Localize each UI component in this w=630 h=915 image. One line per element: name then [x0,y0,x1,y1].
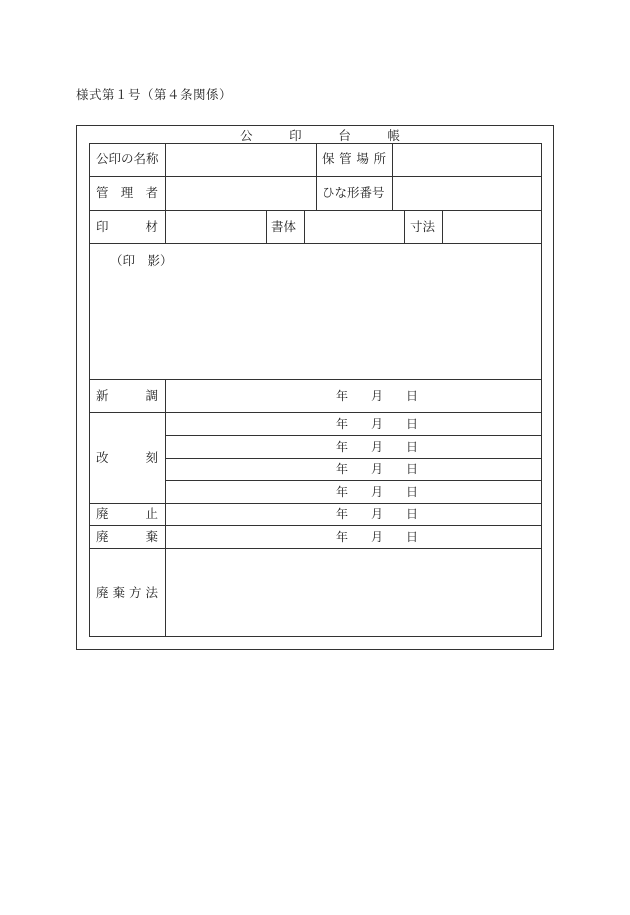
discard-method-label [96,586,158,600]
row-divider [165,435,541,436]
new-date [336,389,418,403]
manager-label-char: 者 [145,185,158,200]
storage-place-label-char: 保 [322,151,335,166]
year-mark: 年 [336,462,349,476]
form-number: 様式第１号（第４条関係） [76,87,233,102]
row-divider [90,412,541,413]
form-title-char: 公 [240,128,253,143]
material-label-char: 印 [96,219,109,234]
material-label [96,220,158,234]
month-mark: 月 [370,440,383,454]
abolish-label-char: 廃 [96,506,109,521]
storage-place-label-char: 所 [373,151,386,166]
abolish-label [96,507,158,521]
day-mark: 日 [405,440,418,454]
seal-name-label: 公印の名称 [96,151,159,166]
row-divider [90,243,541,244]
row-divider [90,379,541,380]
year-mark: 年 [336,440,349,454]
month-mark: 月 [370,507,383,521]
recarve-label-char: 改 [96,450,109,465]
storage-place-label-char: 管 [339,151,352,166]
day-mark: 日 [405,462,418,476]
recarve-date [336,417,418,431]
year-mark: 年 [336,507,349,521]
month-mark: 月 [370,485,383,499]
recarve-date [336,485,418,499]
discard-method-label-char: 棄 [112,585,125,600]
abolish-date [336,507,418,521]
column-divider [392,144,393,210]
discard-method-label-char: 廃 [96,585,109,600]
column-divider [304,210,305,243]
column-divider [404,210,405,243]
model-number-label: ひな形番号 [322,185,385,200]
discard-date [336,530,418,544]
discard-method-label-char: 方 [128,585,142,600]
recarve-label [96,451,158,465]
year-mark: 年 [336,485,349,499]
day-mark: 日 [405,417,418,431]
row-divider [90,525,541,526]
column-divider [165,144,166,243]
new-label-char: 新 [96,388,109,403]
form-title-char: 台 [338,128,351,143]
row-divider [90,210,541,211]
storage-place-label-char: 場 [356,151,369,166]
month-mark: 月 [370,530,383,544]
year-mark: 年 [336,530,349,544]
row-divider [165,458,541,459]
typeface-label: 書体 [271,219,297,234]
column-divider [442,210,443,243]
day-mark: 日 [405,530,418,544]
impression-label: （印 影） [110,253,173,268]
month-mark: 月 [370,462,383,476]
row-divider [90,548,541,549]
abolish-label-char: 止 [145,506,158,521]
discard-label-char: 棄 [145,529,158,544]
discard-label-char: 廃 [96,529,109,544]
row-divider [90,503,541,504]
form-title-char: 印 [289,128,302,143]
discard-method-label-char: 法 [145,585,158,600]
row-divider [165,480,541,481]
manager-label-char: 理 [120,185,134,200]
day-mark: 日 [405,389,418,403]
form-title-char: 帳 [387,128,400,143]
new-label [96,389,158,403]
column-divider [316,144,317,210]
day-mark: 日 [405,507,418,521]
day-mark: 日 [405,485,418,499]
dimensions-label: 寸法 [410,219,436,234]
month-mark: 月 [370,389,383,403]
year-mark: 年 [336,417,349,431]
form-title [240,126,400,144]
new-label-char: 調 [145,388,158,403]
recarve-label-char: 刻 [145,450,158,465]
year-mark: 年 [336,389,349,403]
discard-label [96,530,158,544]
recarve-date [336,462,418,476]
storage-place-label [322,152,386,166]
manager-label-char: 管 [96,185,109,200]
column-divider [165,379,166,636]
manager-label [96,186,158,200]
recarve-date [336,440,418,454]
month-mark: 月 [370,417,383,431]
column-divider [266,210,267,243]
material-label-char: 材 [145,219,158,234]
